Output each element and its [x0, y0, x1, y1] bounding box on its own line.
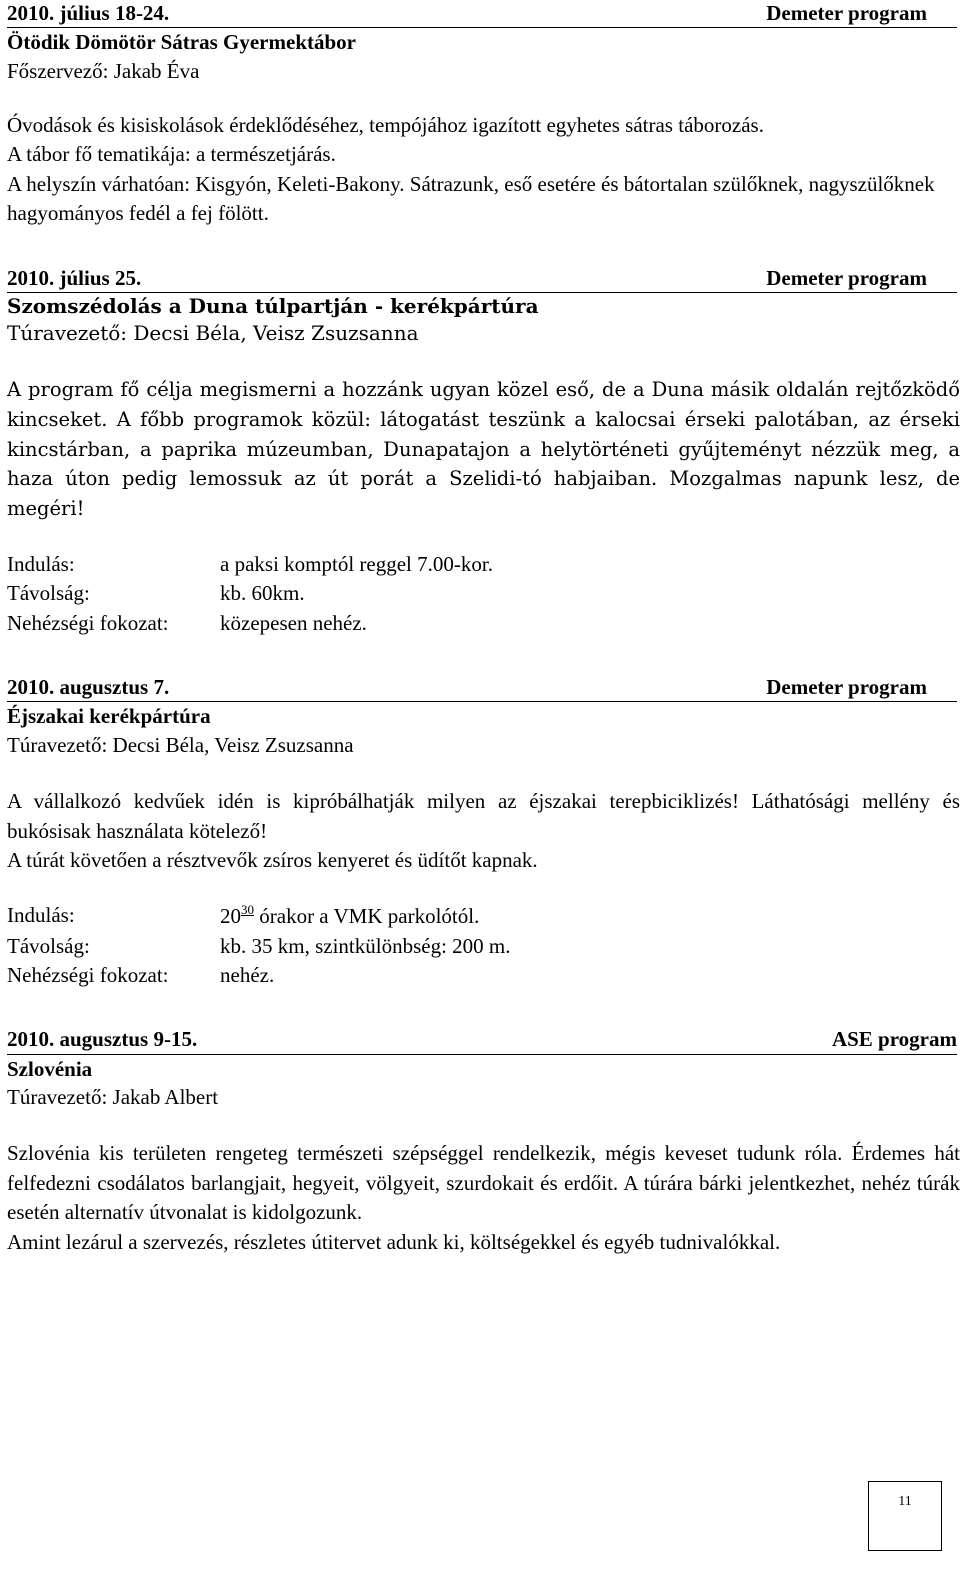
- paragraph: Óvodások és kisiskolások érdeklődéséhez, tempójához igazított egyhetes sátras táborozás.: [7, 112, 764, 137]
- detail-row: [7, 550, 960, 579]
- paragraph: A program fő célja megismerni a hozzánk ugyan közel eső, de a Duna másik oldalán rejtőzködő kincseket. A főbb programok közül: látogatást teszünk a kalocsai érseki palotában, az érseki kincstárban, a paprika múzeumban, Dunapatajon a helytörténeti gyűjteményt nézzük meg, a haza úton pedig lemossuk az út porát a Szelidi-tó habjaiban. Mozgalmas napunk lesz, de megéri!: [7, 377, 960, 521]
- event-title: Éjszakai kerékpártúra: [7, 704, 211, 729]
- detail-label: Indulás:: [7, 551, 75, 576]
- event-header: [7, 0, 957, 28]
- paragraph: A tábor fő tematikája: a természetjárás.: [7, 142, 336, 167]
- event-title: Szlovénia: [7, 1056, 93, 1081]
- event-header: [7, 1026, 957, 1054]
- time-rest: órakor a VMK parkolótól.: [254, 904, 480, 929]
- paragraph: A helyszín várhatóan: Kisgyón, Keleti-Bakony. Sátrazunk, eső esetére és bátortalan szülőknek, nagyszülőknek hagyományos fedél a fej fölött.: [7, 171, 935, 226]
- event-description: [7, 1139, 960, 1257]
- detail-label: Nehézségi fokozat:: [7, 963, 169, 988]
- detail-label: Távolság:: [7, 933, 90, 958]
- event-date: 2010. július 18-24.: [7, 1, 170, 25]
- event-organizer: ASE program: [831, 1027, 957, 1052]
- event-description: [7, 787, 960, 875]
- detail-label: Nehézségi fokozat:: [7, 610, 169, 635]
- event-date: 2010. augusztus 7.: [7, 675, 170, 700]
- event-leader: Túravezető: Jakab Albert: [7, 1085, 219, 1110]
- event-2: [7, 265, 960, 639]
- event-details: [7, 550, 960, 638]
- event-leader: Főszervező: Jakab Éva: [7, 58, 200, 83]
- event-organizer: Demeter program: [766, 265, 927, 290]
- paragraph: Szlovénia kis területen rengeteg természeti szépséggel rendelkezik, mégis keveset tudunk róla. Érdemes hát felfedezni csodálatos barlangjait, hegyeit, völgyeit, szurdokait és erdőit. A túrára bárki jelentkezhet, nehéz túrák esetén alternatív útvonalat is kidolgozunk.: [7, 1141, 960, 1225]
- event-description: [7, 111, 960, 229]
- document-page: [7, 0, 960, 1293]
- page-number-box: [868, 1481, 942, 1551]
- time-hour: 20: [220, 904, 241, 929]
- paragraph: Amint lezárul a szervezés, részletes útitervet adunk ki, költségekkel és egyéb tudnivalókkal.: [7, 1229, 781, 1254]
- paragraph: A vállalkozó kedvűek idén is kipróbálhatják milyen az éjszakai terepbiciklizés! Láthatósági mellény és bukósisak használata kötelező!: [7, 789, 960, 843]
- event-1: [7, 0, 960, 229]
- detail-label: Indulás:: [7, 903, 75, 928]
- time-minute: 30: [241, 902, 254, 918]
- detail-value: közepesen nehéz.: [220, 610, 367, 635]
- detail-row: [7, 932, 960, 961]
- detail-row: [7, 579, 960, 608]
- event-description: [7, 375, 960, 524]
- event-leader: Túravezető: Decsi Béla, Veisz Zsuzsanna: [7, 732, 354, 757]
- event-date: 2010. augusztus 9-15.: [7, 1027, 198, 1052]
- detail-value: kb. 60km.: [220, 581, 305, 606]
- event-title: Ötödik Dömötör Sátras Gyermektábor: [7, 30, 356, 55]
- page-number: 11: [898, 1494, 912, 1509]
- event-header: [7, 674, 957, 702]
- event-organizer: Demeter program: [766, 675, 927, 700]
- event-details: [7, 901, 960, 990]
- detail-value: a paksi komptól reggel 7.00-kor.: [220, 551, 493, 576]
- detail-row: [7, 901, 960, 931]
- paragraph: A túrát követően a résztvevők zsíros kenyeret és üdítőt kapnak.: [7, 847, 538, 872]
- detail-row: [7, 609, 960, 638]
- detail-value: kb. 35 km, szintkülönbség: 200 m.: [220, 933, 511, 958]
- event-3: [7, 674, 960, 990]
- detail-label: Távolság:: [7, 581, 90, 606]
- event-leader: Túravezető: Decsi Béla, Veisz Zsuzsanna: [7, 320, 419, 345]
- detail-row: [7, 961, 960, 990]
- detail-value: nehéz.: [220, 963, 275, 988]
- detail-value: [220, 901, 479, 931]
- event-4: [7, 1026, 960, 1257]
- event-title: Szomszédolás a Duna túlpartján - kerékpártúra: [7, 293, 539, 318]
- event-date: 2010. július 25.: [7, 265, 142, 290]
- event-organizer: Demeter program: [766, 1, 927, 25]
- event-header: [7, 265, 957, 293]
